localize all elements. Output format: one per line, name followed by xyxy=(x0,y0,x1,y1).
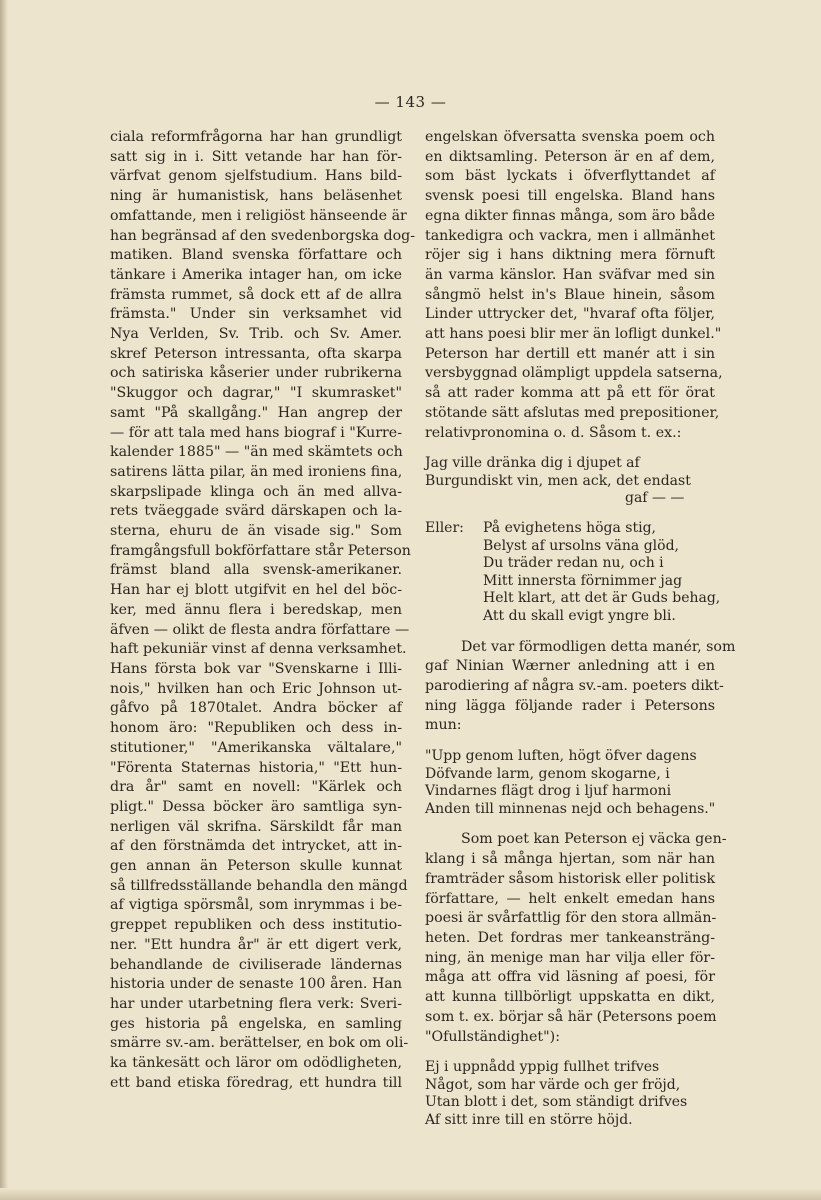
text-line: måga att offra vid läsning af poesi, för xyxy=(425,969,715,986)
left-column xyxy=(110,128,415,1093)
text-line: omfattande, men i religiöst hänseende är xyxy=(110,207,407,224)
text-line: röjer sig i hans diktning mera förnuft xyxy=(425,247,715,264)
text-line: egna dikter finnas många, som äro både xyxy=(425,207,715,224)
text-line: ett band etiska föredrag, ett hundra till xyxy=(110,1074,402,1091)
text-line: behandlande de civiliserade ländernas xyxy=(110,956,402,973)
text-line: klang i så många hjertan, som när han xyxy=(425,851,715,868)
text-line: skref Peterson intressanta, ofta skarpa xyxy=(110,345,402,362)
poem-line: Anden till minnenas nejd och behagens." xyxy=(425,800,716,817)
text-line: satirens lätta pilar, än med ironiens fina, xyxy=(110,463,403,480)
text-line: främsta." Under sin verksamhet vid xyxy=(110,306,402,323)
text-line: Nya Verlden, Sv. Trib. och Sv. Amer. xyxy=(110,326,402,343)
poem-line: Helt klart, att det är Guds behag, xyxy=(483,590,721,607)
text-line: gåfvo på 1870talet. Andra böcker af xyxy=(110,700,402,717)
text-line: Peterson har dertill ett manér att i sin xyxy=(425,345,715,362)
text-line: "Skuggor och dagrar," "I skumrasket" xyxy=(110,385,402,402)
poem-line: Af sitt inre till en större höjd. xyxy=(425,1112,633,1128)
text-line: relativpronomina o. d. Såsom t. ex.: xyxy=(425,424,682,441)
text-line: Linder uttrycker det, "hvaraf ofta följer, xyxy=(425,306,715,323)
text-line: kalender 1885" — "än med skämtets och xyxy=(110,444,403,461)
text-line: matiken. Bland svenska författare och xyxy=(110,247,402,264)
poem-line: Jag ville dränka dig i djupet af xyxy=(425,455,640,472)
left-paragraph xyxy=(110,128,415,1093)
text-line: mun: xyxy=(425,717,462,734)
text-line: har under utarbetning flera verk: Sveri- xyxy=(110,995,402,1012)
text-line: af den förstnämda det intrycket, att in- xyxy=(110,838,402,855)
poem-quote-2 xyxy=(483,520,720,626)
text-line: nerligen väl skrifna. Särskildt får man xyxy=(110,818,402,835)
text-line: heten. Det fordras mer tankeansträng- xyxy=(425,930,715,946)
text-line: äfven — olikt de flesta andra författare — xyxy=(110,621,410,638)
text-line: en diktsamling. Peterson är en af dem, xyxy=(425,148,715,165)
right-paragraph-1 xyxy=(425,128,723,443)
text-line: ka tänkesätt och läror om odödligheten, xyxy=(110,1055,402,1072)
page-number: — 143 — xyxy=(374,93,447,111)
poem-line: Burgundiskt vin, men ack, det endast xyxy=(425,472,691,489)
right-paragraph-2 xyxy=(425,638,736,737)
text-line: sångmö helst in's Blaue hinein, såsom xyxy=(425,286,715,303)
text-line: så tillfredsställande behandla den mängd xyxy=(110,877,408,894)
text-line: gaf Ninian Wærner anledning att i en xyxy=(425,658,715,675)
poem-line: Utan blott i det, som ständigt drifves xyxy=(425,1094,688,1111)
text-line: Det var förmodligen detta manér, som xyxy=(461,638,736,655)
text-line: gen annan än Peterson skulle kunnat xyxy=(110,858,402,875)
poem-line: Belyst af ursolns väna glöd, xyxy=(483,537,679,554)
text-line: ges historia på engelska, en samling xyxy=(110,1015,402,1032)
text-line: främst bland alla svensk-amerikaner. xyxy=(110,562,402,579)
text-line: "Ofullständighet"): xyxy=(425,1028,560,1045)
text-line: framgångsfull bokförfattare står Peterson xyxy=(110,542,411,559)
poem-line: Vindarnes flägt drog i ljuf harmoni xyxy=(425,783,672,800)
text-line: stitutioner," "Amerikanska vältalare," xyxy=(110,739,402,756)
text-line: att kunna tillbörligt uppskatta en dikt, xyxy=(425,989,715,1006)
text-line: ner. "Ett hundra år" är ett digert verk, xyxy=(110,936,402,953)
poem-line: gaf — — xyxy=(625,490,685,507)
poem-line: Ej i uppnådd yppig fullhet trifves xyxy=(425,1059,660,1076)
text-line: Han har ej blott utgifvit en hel del böc- xyxy=(110,582,402,599)
text-line: satt sig in i. Sitt vetande har han för- xyxy=(110,148,402,165)
poem-line: Att du skall evigt yngre bli. xyxy=(483,608,676,624)
poem-quote-3 xyxy=(425,748,715,818)
text-line: samt "På skallgång." Han angrep der xyxy=(110,404,402,421)
poem-line: "Upp genom luften, högt öfver dagens xyxy=(425,748,697,765)
right-column xyxy=(425,128,736,1142)
text-line: engelskan öfversatta svenska poem och xyxy=(425,129,715,145)
text-line: "Förenta Staternas historia," "Ett hun- xyxy=(110,759,402,776)
text-line: värfvat genom sjelfstudium. Hans bild- xyxy=(110,168,402,185)
text-line: skarpslipade klinga och än med allva- xyxy=(110,483,402,500)
page-bottom-edge xyxy=(0,1188,821,1200)
poem-quote-1 xyxy=(425,455,715,508)
page-binding-edge xyxy=(0,0,8,1200)
text-line: dra år" samt en novell: "Kärlek och xyxy=(110,779,402,796)
text-line: Som poet kan Peterson ej väcka gen- xyxy=(461,831,727,848)
text-line: ker, med ännu flera i beredskap, men xyxy=(110,601,402,618)
text-line: historia under de senaste 100 åren. Han xyxy=(110,976,402,993)
text-line: svensk poesi till engelska. Bland hans xyxy=(425,188,715,205)
poem-line: Något, som har värde och ger fröjd, xyxy=(425,1076,681,1093)
text-line: Hans första bok var "Svenskarne i Illi- xyxy=(110,660,402,677)
text-line: smärre sv.-am. berättelser, en bok om oli- xyxy=(110,1035,409,1052)
text-line: och satiriska kåserier under rubrikerna xyxy=(110,365,402,382)
text-line: rets tväeggade svärd därskapen och la- xyxy=(110,503,402,520)
text-line: poesi är svårfattlig för den stora allmän- xyxy=(425,910,717,927)
text-line: tankedigra och vackra, men i allmänhet xyxy=(425,227,715,244)
text-line: greppet republiken och dess institutio- xyxy=(110,917,402,934)
poem-quote-2-block xyxy=(425,520,721,626)
text-line: som t. ex. börjar så här (Petersons poem xyxy=(425,1008,717,1025)
right-paragraph-3 xyxy=(425,830,727,1047)
text-line: — för att tala med hans biograf i "Kurre- xyxy=(110,424,402,441)
text-line: parodiering af några sv.-am. poeters dikt- xyxy=(425,678,724,694)
text-line: författare, — helt enkelt emedan hans xyxy=(425,890,715,907)
poem-line: Du träder redan nu, och i xyxy=(483,555,664,572)
poem-line: Mitt innersta förnimmer jag xyxy=(483,572,683,589)
text-line: framträder såsom historisk eller politisk xyxy=(425,870,716,887)
text-line: ning, än menige man har vilja eller för- xyxy=(425,949,715,966)
text-line: sterna, ehuru de än visade sig." Som xyxy=(110,523,402,540)
text-line: att hans poesi blir mer än lofligt dunkel." xyxy=(425,326,722,343)
text-line: honom äro: "Republiken och dess in- xyxy=(110,720,402,737)
text-line: han begränsad af den svedenborgska dog- xyxy=(110,227,415,244)
text-line: tänkare i Amerika intager han, om icke xyxy=(110,266,402,283)
text-line: än varma känslor. Han sväfvar med sin xyxy=(425,266,715,283)
text-line: nois," hvilken han och Eric Johnson ut- xyxy=(110,680,402,697)
poem-line: På evighetens höga stig, xyxy=(483,520,656,537)
text-line: stötande sätt afslutas med prepositioner, xyxy=(425,404,720,421)
text-line: så att rader komma att på ett för örat xyxy=(425,385,715,402)
text-line: som bäst lyckats i öfverflyttandet af xyxy=(425,168,715,185)
eller-label: Eller: xyxy=(425,520,464,537)
poem-line: Döfvande larm, genom skogarne, i xyxy=(425,765,670,782)
text-line: ning är humanistisk, hans beläsenhet xyxy=(110,188,402,205)
text-line: ning lägga följande rader i Petersons xyxy=(425,697,715,714)
text-line: pligt." Dessa böcker äro samtliga syn- xyxy=(110,798,402,815)
text-line: versbyggnad olämpligt uppdela satserna, xyxy=(425,365,723,382)
text-line: ciala reformfrågorna har han grundligt xyxy=(110,129,402,145)
text-line: främsta rummet, så dock ett af de allra xyxy=(110,286,402,303)
text-line: af vigtiga spörsmål, som inrymmas i be- xyxy=(110,897,402,914)
text-line: haft pekuniär vinst af denna verksamhet. xyxy=(110,641,407,658)
poem-quote-4 xyxy=(425,1059,715,1129)
